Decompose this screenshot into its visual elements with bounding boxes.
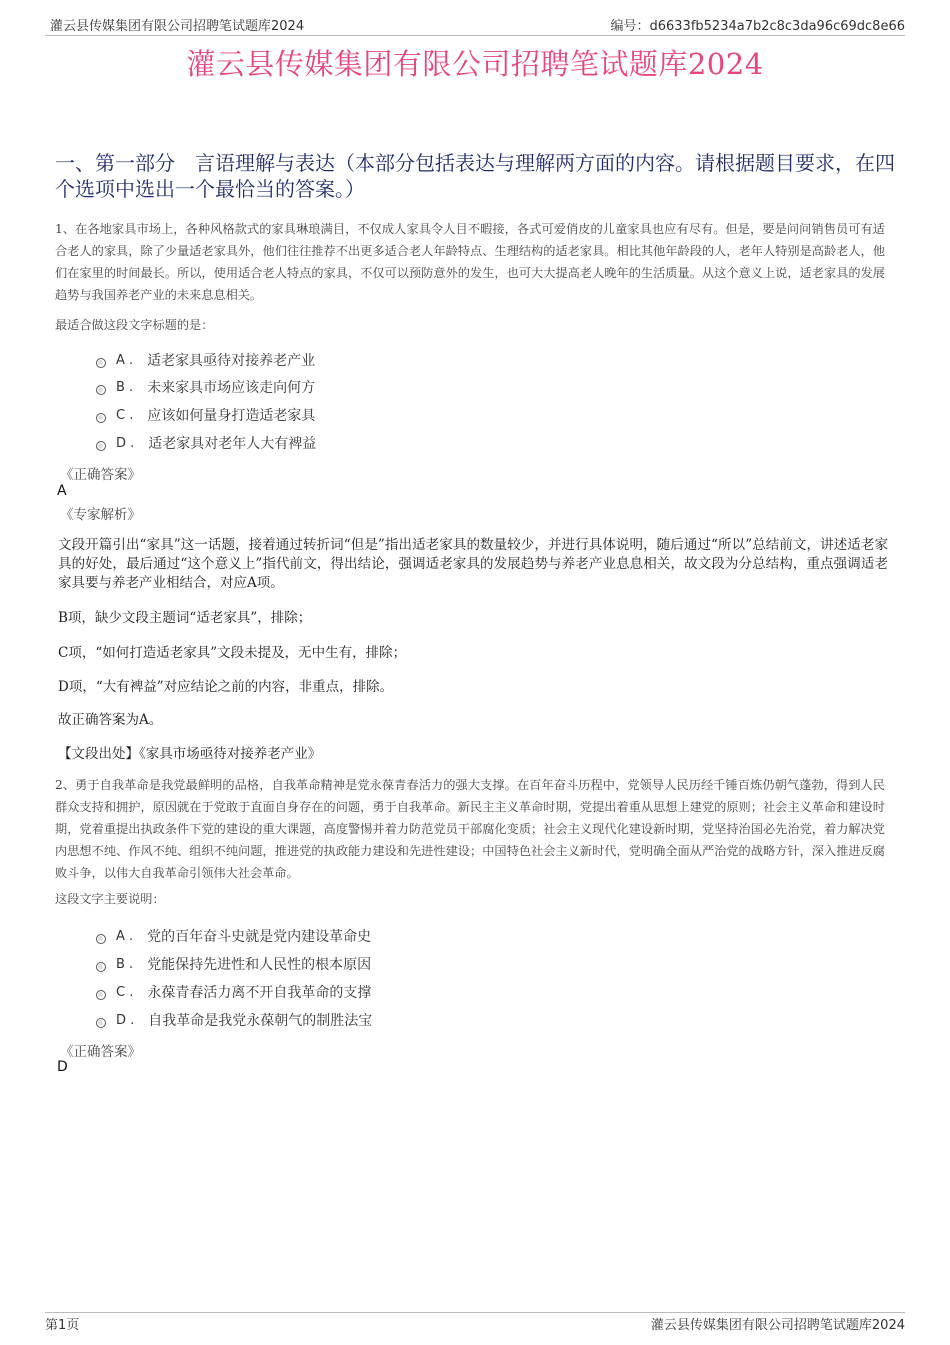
q1-prompt: 最适合做这段文字标题的是： bbox=[55, 318, 214, 332]
q2-stem: 2、勇于自我革命是我党最鲜明的品格，自我革命精神是党永葆青春活力的强大支撑。在百年奋斗历程中，党领导人民历经千锤百炼仍朝气蓬勃，得到人民群众支持和拥护，原因就在于党敢于直面自身存在的问题，勇于自我革命。新民主主义革命时期，党提出着重从思想上建党的原则；社会主义革命和建设时期，党着重提出执政条件下党的建设的重大课题，高度警惕并着力防范党员干部腐化变质；社会主义现代化建设新时期，党坚持治国必先治党，着力解决党内思想不纯、作风不纯、组织不纯问题，推进党的执政能力建设和先进性建设；中国特色社会主义新时代，党明确全面从严治党的战略方针，深入推进反腐败斗争，以伟大自我革命引领伟大社会革命。 bbox=[55, 778, 885, 880]
section-heading: 一、第一部分 言语理解与表达（本部分包括表达与理解两方面的内容。请根据题目要求，在四个选项中选出一个最恰当的答案。） bbox=[55, 151, 895, 201]
q2-answer-label: 《正确答案》 bbox=[60, 1044, 141, 1060]
page-title: 灌云县传媒集团有限公司招聘笔试题库2024 bbox=[186, 47, 764, 81]
header-doc-name: 灌云县传媒集团有限公司招聘笔试题库2024 bbox=[50, 19, 305, 34]
option-letter: B . bbox=[116, 379, 134, 395]
option-text: 党能保持先进性和人民性的根本原因 bbox=[147, 957, 372, 973]
q1-source: 【文段出处】《家具市场亟待对接养老产业》 bbox=[58, 746, 322, 762]
q1-note-b: B项，缺少文段主题词“适老家具”，排除； bbox=[58, 610, 312, 626]
q1-answer: A bbox=[57, 483, 67, 499]
option-letter: B . bbox=[116, 956, 134, 972]
radio-icon[interactable] bbox=[96, 385, 106, 395]
radio-icon[interactable] bbox=[96, 413, 106, 423]
footer-doc-name: 灌云县传媒集团有限公司招聘笔试题库2024 bbox=[650, 1318, 905, 1333]
q1-option-b[interactable] bbox=[96, 377, 315, 397]
option-letter: A . bbox=[116, 928, 134, 944]
radio-icon[interactable] bbox=[96, 358, 106, 368]
header-divider bbox=[45, 35, 905, 36]
q2-option-a[interactable] bbox=[96, 926, 371, 946]
option-letter: A . bbox=[116, 352, 134, 368]
option-text: 未来家具市场应该走向何方 bbox=[147, 380, 316, 396]
option-letter: C . bbox=[116, 407, 134, 423]
header-doc-id: 编号：d6633fb5234a7b2c8c3da96c69dc8e66 bbox=[610, 19, 905, 34]
option-text: 自我革命是我党永葆朝气的制胜法宝 bbox=[148, 1013, 373, 1029]
q1-note-d: D项，“大有裨益”对应结论之前的内容，非重点，排除。 bbox=[58, 679, 394, 695]
radio-icon[interactable] bbox=[96, 1018, 106, 1028]
option-letter: C . bbox=[116, 984, 134, 1000]
radio-icon[interactable] bbox=[96, 441, 106, 451]
footer-page-number: 第1页 bbox=[45, 1318, 80, 1333]
q1-analysis: 文段开篇引出“家具”这一话题，接着通过转折词“但是”指出适老家具的数量较少，并进行具体说明，随后通过“所以”总结前文，讲述适老家具的好处，最后通过“这个意义上”指代前文，得出结论，强调适老家具的发展趋势与养老产业息息相关，故文段为分总结构，重点强调适老家具要与养老产业相结合，对应A项。 bbox=[58, 537, 888, 591]
q2-prompt: 这段文字主要说明： bbox=[55, 892, 165, 906]
option-letter: D . bbox=[116, 1012, 135, 1028]
q1-option-a[interactable] bbox=[96, 350, 315, 370]
q1-answer-label: 《正确答案》 bbox=[60, 467, 141, 483]
radio-icon[interactable] bbox=[96, 962, 106, 972]
radio-icon[interactable] bbox=[96, 990, 106, 1000]
option-text: 应该如何量身打造适老家具 bbox=[147, 408, 316, 424]
footer-divider bbox=[45, 1312, 905, 1313]
option-text: 永葆青春活力离不开自我革命的支撑 bbox=[147, 985, 372, 1001]
option-text: 党的百年奋斗史就是党内建设革命史 bbox=[147, 929, 372, 945]
option-text: 适老家具亟待对接养老产业 bbox=[147, 353, 316, 369]
q1-conclusion: 故正确答案为A。 bbox=[58, 712, 163, 728]
q1-option-d[interactable] bbox=[96, 433, 316, 453]
q2-option-d[interactable] bbox=[96, 1010, 372, 1030]
option-text: 适老家具对老年人大有裨益 bbox=[148, 436, 317, 452]
q1-option-c[interactable] bbox=[96, 405, 315, 425]
q1-stem: 1、在各地家具市场上，各种风格款式的家具琳琅满目，不仅成人家具令人目不暇接，各式可爱俏皮的儿童家具也应有尽有。但是，要是问问销售员可有适合老人的家具，除了少量适老家具外，他们往往推荐不出更多适合老人年龄特点、生理结构的适老家具。相比其他年龄段的人，老年人特别是高龄老人，他们在家里的时间最长。所以，使用适合老人特点的家具，不仅可以预防意外的发生，也可大大提高老人晚年的生活质量。从这个意义上说，适老家具的发展趋势与我国养老产业的未来息息相关。 bbox=[55, 222, 885, 302]
q2-option-b[interactable] bbox=[96, 954, 371, 974]
q2-option-c[interactable] bbox=[96, 982, 371, 1002]
q2-answer: D bbox=[57, 1059, 68, 1075]
q1-analysis-label: 《专家解析》 bbox=[60, 507, 141, 523]
option-letter: D . bbox=[116, 435, 135, 451]
radio-icon[interactable] bbox=[96, 934, 106, 944]
q1-note-c: C项，“如何打造适老家具”文段未提及，无中生有，排除； bbox=[58, 645, 407, 661]
